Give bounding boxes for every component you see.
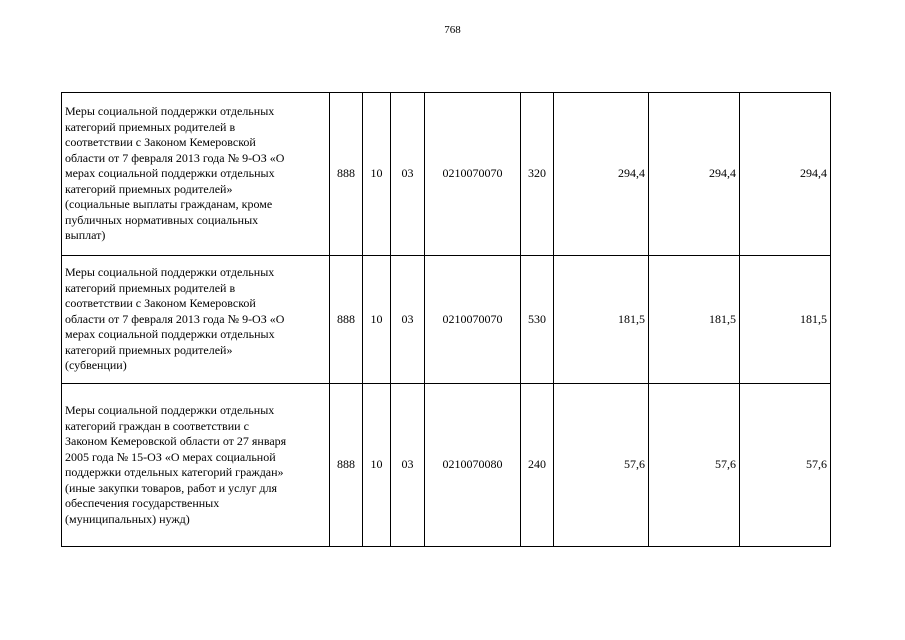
csr-cell: 0210070070 [425, 93, 521, 256]
csr-cell: 0210070080 [425, 384, 521, 547]
description-line: области от 7 февраля 2013 года № 9-ОЗ «О [65, 311, 285, 326]
description-line: категорий приемных родителей» [65, 342, 233, 357]
description-line: мерах социальной поддержки отдельных [65, 327, 275, 342]
description-line: Меры социальной поддержки отдельных [65, 104, 275, 119]
description-line: мерах социальной поддержки отдельных [65, 166, 275, 181]
description-line: (муниципальных) нужд) [65, 511, 190, 526]
description-line: категорий граждан в соответствии с [65, 418, 249, 433]
pr-cell: 03 [391, 93, 425, 256]
description-line: Меры социальной поддержки отдельных [65, 403, 275, 417]
description-cell [62, 256, 330, 384]
ved-cell: 888 [330, 384, 363, 547]
description-line: категорий приемных родителей в [65, 280, 236, 295]
description-line: выплат) [65, 228, 106, 243]
description-line: публичных нормативных социальных [65, 212, 259, 227]
amount-cell: 294,4 [740, 93, 831, 256]
description-cell [62, 384, 330, 547]
table-row [62, 93, 831, 256]
description-line: (субвенции) [65, 358, 127, 373]
table-row [62, 384, 831, 547]
pr-cell: 03 [391, 384, 425, 547]
rz-cell: 10 [363, 93, 391, 256]
amount-cell: 57,6 [740, 384, 831, 547]
description-line: обеспечения государственных [65, 496, 220, 510]
description-line: поддержки отдельных категорий граждан» [65, 465, 284, 479]
description-line: Законом Кемеровской области от 27 января [65, 434, 287, 448]
description-line: (иные закупки товаров, работ и услуг для [65, 480, 278, 495]
ved-cell: 888 [330, 93, 363, 256]
page-number: 768 [444, 24, 461, 36]
ved-cell: 888 [330, 256, 363, 384]
description-line: области от 7 февраля 2013 года № 9-ОЗ «О [65, 150, 285, 165]
description-line: (социальные выплаты гражданам, кроме [65, 197, 273, 212]
amount-cell: 57,6 [554, 384, 649, 547]
description-cell [62, 93, 330, 256]
description-line: категорий приемных родителей» [65, 181, 233, 196]
vr-cell: 320 [521, 93, 554, 256]
description-line: соответствии с Законом Кемеровской [65, 135, 256, 150]
budget-table [61, 92, 831, 547]
amount-cell: 181,5 [649, 256, 740, 384]
rz-cell: 10 [363, 256, 391, 384]
pr-cell: 03 [391, 256, 425, 384]
vr-cell: 530 [521, 256, 554, 384]
description-line: категорий приемных родителей в [65, 119, 236, 134]
description-line: 2005 года № 15-ОЗ «О мерах социальной [65, 449, 276, 464]
csr-cell: 0210070070 [425, 256, 521, 384]
description-line: соответствии с Законом Кемеровской [65, 296, 256, 311]
description-line: Меры социальной поддержки отдельных [65, 265, 275, 280]
amount-cell: 57,6 [649, 384, 740, 547]
table-row [62, 256, 831, 384]
amount-cell: 181,5 [740, 256, 831, 384]
amount-cell: 181,5 [554, 256, 649, 384]
rz-cell: 10 [363, 384, 391, 547]
amount-cell: 294,4 [649, 93, 740, 256]
vr-cell: 240 [521, 384, 554, 547]
amount-cell: 294,4 [554, 93, 649, 256]
